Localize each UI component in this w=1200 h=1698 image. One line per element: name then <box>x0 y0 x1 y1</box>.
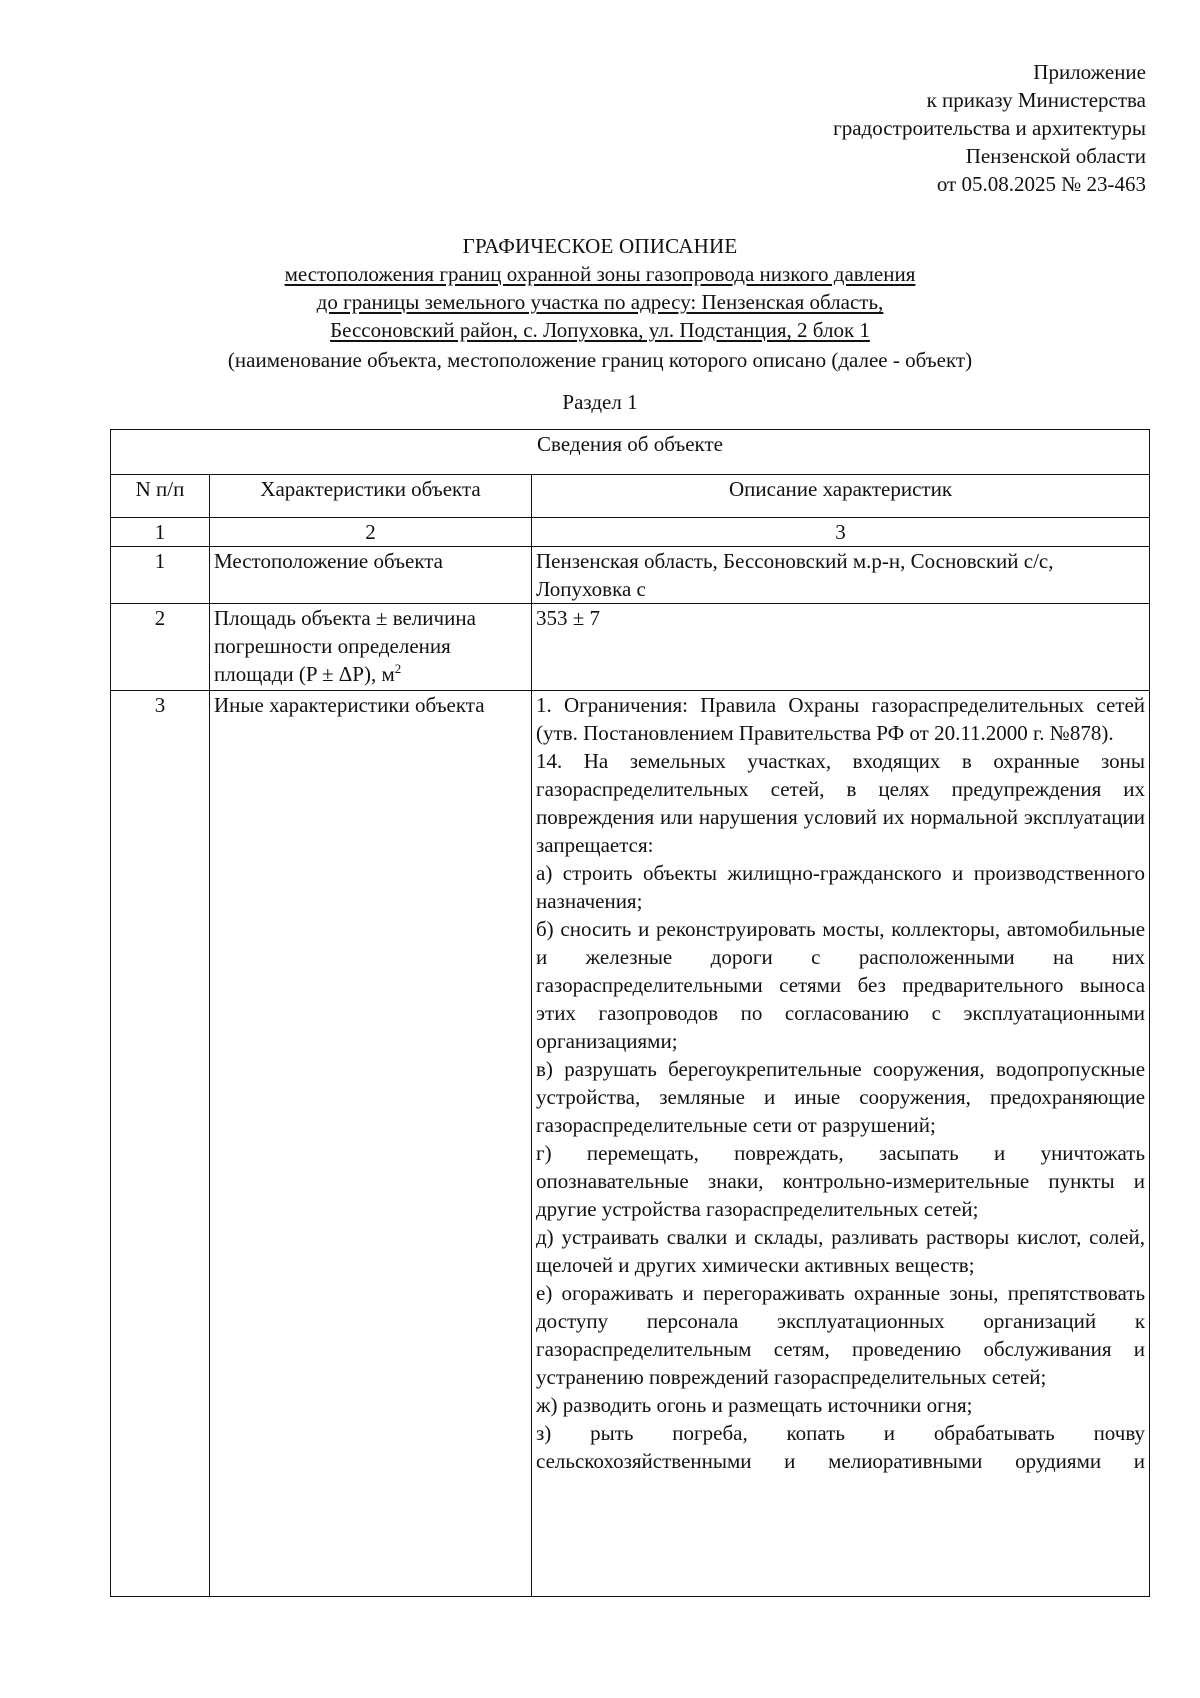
row-characteristic: Иные характеристики объекта <box>210 691 532 1597</box>
row-characteristic: Площадь объекта ± величина погрешности определения площади (P ± ΔP), м <box>214 606 476 686</box>
description-paragraph: е) огораживать и перегораживать охранные зоны, препятствовать доступу персонала эксплуатационных организаций к газораспределительным сетям, проведению обслуживания и устранению повреждений газораспределительных сетей; <box>536 1281 1146 1389</box>
appendix-line: Приложение <box>1033 60 1146 84</box>
column-number: 3 <box>532 518 1150 547</box>
table-row <box>111 547 1150 604</box>
appendix-line: градостроительства и архитектуры <box>833 116 1146 140</box>
unit-superscript: 2 <box>394 661 402 676</box>
object-name-caption: (наименование объекта, местоположение границ которого описано (далее - объект) <box>227 348 973 372</box>
description-paragraph: д) устраивать свалки и склады, разливать растворы кислот, солей, щелочей и других химически активных веществ; <box>536 1225 1146 1277</box>
table-row <box>111 604 1150 691</box>
row-number: 2 <box>111 604 210 691</box>
row-number: 3 <box>111 691 210 1597</box>
row-description-cell <box>532 691 1150 1597</box>
description-paragraph: в) разрушать берегоукрепительные сооружения, водопропускные устройства, земляные и иные сооружения, предохраняющие газораспределительные сети от разрушений; <box>536 1057 1146 1137</box>
column-number: 2 <box>210 518 532 547</box>
table-header-row <box>111 430 1150 475</box>
row-number: 1 <box>111 547 210 604</box>
appendix-line: к приказу Министерства <box>926 88 1146 112</box>
description-paragraph: з) рыть погреба, копать и обрабатывать почву сельскохозяйственными и мелиоративными орудиями и <box>536 1421 1146 1473</box>
column-header-description: Описание характеристик <box>532 475 1150 518</box>
description-paragraph: ж) разводить огонь и размещать источники огня; <box>536 1393 973 1417</box>
description-paragraph: г) перемещать, повреждать, засыпать и уничтожать опознавательные знаки, контрольно-измерительные пункты и другие устройства газораспределительных сетей; <box>536 1141 1146 1221</box>
table-header: Сведения об объекте <box>111 430 1150 475</box>
table-row <box>111 691 1150 1597</box>
description-paragraph: б) сносить и реконструировать мосты, коллекторы, автомобильные и железные дороги с расположенными на них газораспределительными сетями без предварительного выноса этих газопроводов по согласованию с эксплуатационными организациями; <box>536 917 1146 1053</box>
object-info-table <box>110 429 1150 1597</box>
row-description: 353 ± 7 <box>532 604 1150 691</box>
appendix-order-date: от 05.08.2025 № 23-463 <box>936 172 1146 196</box>
description-paragraph: а) строить объекты жилищно-гражданского и производственного назначения; <box>536 861 1146 913</box>
object-name-line: Бессоновский район, с. Лопуховка, ул. Подстанция, 2 блок 1 <box>330 318 870 342</box>
column-header-characteristic: Характеристики объекта <box>210 475 532 518</box>
object-name-line: местоположения границ охранной зоны газопровода низкого давления <box>284 262 916 286</box>
appendix-block <box>586 58 1146 198</box>
row-characteristic: Местоположение объекта <box>210 547 532 604</box>
object-name-line: до границы земельного участка по адресу: Пензенская область, <box>316 290 884 314</box>
column-number-row <box>111 518 1150 547</box>
appendix-line: Пензенской области <box>965 144 1146 168</box>
description-paragraph: 14. На земельных участках, входящих в охранные зоны газораспределительных сетей, в целях предупреждения их повреждения или нарушения условий их нормальной эксплуатации запрещается: <box>536 749 1146 857</box>
column-header-row <box>111 475 1150 518</box>
title-block <box>110 232 1090 416</box>
row-description: Пензенская область, Бессоновский м.р-н, Сосновский с/с, Лопуховка с <box>532 547 1150 604</box>
description-paragraph: 1. Ограничения: Правила Охраны газораспределительных сетей (утв. Постановлением Правительства РФ от 20.11.2000 г. №878). <box>536 693 1146 745</box>
document-title: ГРАФИЧЕСКОЕ ОПИСАНИЕ <box>462 234 738 258</box>
column-header-number: N п/п <box>111 475 210 518</box>
section-title: Раздел 1 <box>562 390 638 414</box>
column-number: 1 <box>111 518 210 547</box>
row-characteristic-cell <box>210 604 532 691</box>
